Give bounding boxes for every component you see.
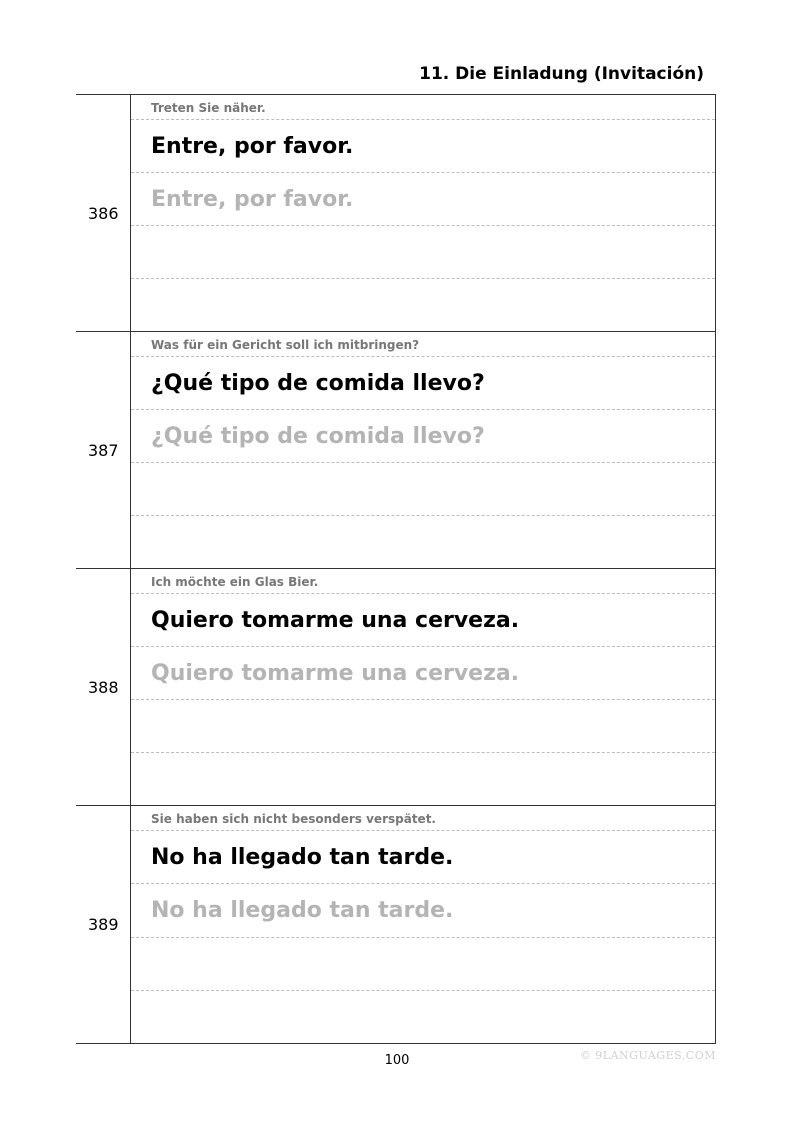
practice-entry [76, 95, 715, 332]
page-title: 11. Die Einladung (Invitación) [419, 64, 704, 84]
page-number: 100 [384, 1053, 410, 1068]
blank-writing-line [131, 516, 715, 568]
spanish-sentence: Entre, por favor. [131, 120, 715, 173]
entry-number: 389 [76, 806, 131, 1043]
practice-sheet [76, 94, 716, 1044]
entry-number: 387 [76, 332, 131, 568]
blank-writing-line [131, 700, 715, 753]
blank-writing-line [131, 991, 715, 1043]
practice-entry [76, 332, 715, 569]
practice-entry [76, 806, 715, 1043]
writing-lines [131, 332, 715, 568]
spanish-sentence: No ha llegado tan tarde. [131, 831, 715, 884]
entry-number: 386 [76, 95, 131, 331]
writing-lines [131, 806, 715, 1043]
tracing-sentence: No ha llegado tan tarde. [131, 884, 715, 937]
german-prompt: Ich möchte ein Glas Bier. [131, 569, 715, 594]
german-prompt: Sie haben sich nicht besonders verspätet. [131, 806, 715, 831]
blank-writing-line [131, 938, 715, 991]
tracing-sentence: ¿Qué tipo de comida llevo? [131, 410, 715, 463]
blank-writing-line [131, 463, 715, 516]
blank-writing-line [131, 753, 715, 805]
german-prompt: Was für ein Gericht soll ich mitbringen? [131, 332, 715, 357]
writing-lines [131, 95, 715, 331]
blank-writing-line [131, 279, 715, 331]
copyright-notice: © 9LANGUAGES.COM [579, 1049, 716, 1062]
writing-lines [131, 569, 715, 805]
spanish-sentence: Quiero tomarme una cerveza. [131, 594, 715, 647]
entry-number: 388 [76, 569, 131, 805]
spanish-sentence: ¿Qué tipo de comida llevo? [131, 357, 715, 410]
tracing-sentence: Quiero tomarme una cerveza. [131, 647, 715, 700]
blank-writing-line [131, 226, 715, 279]
tracing-sentence: Entre, por favor. [131, 173, 715, 226]
german-prompt: Treten Sie näher. [131, 95, 715, 120]
practice-entry [76, 569, 715, 806]
